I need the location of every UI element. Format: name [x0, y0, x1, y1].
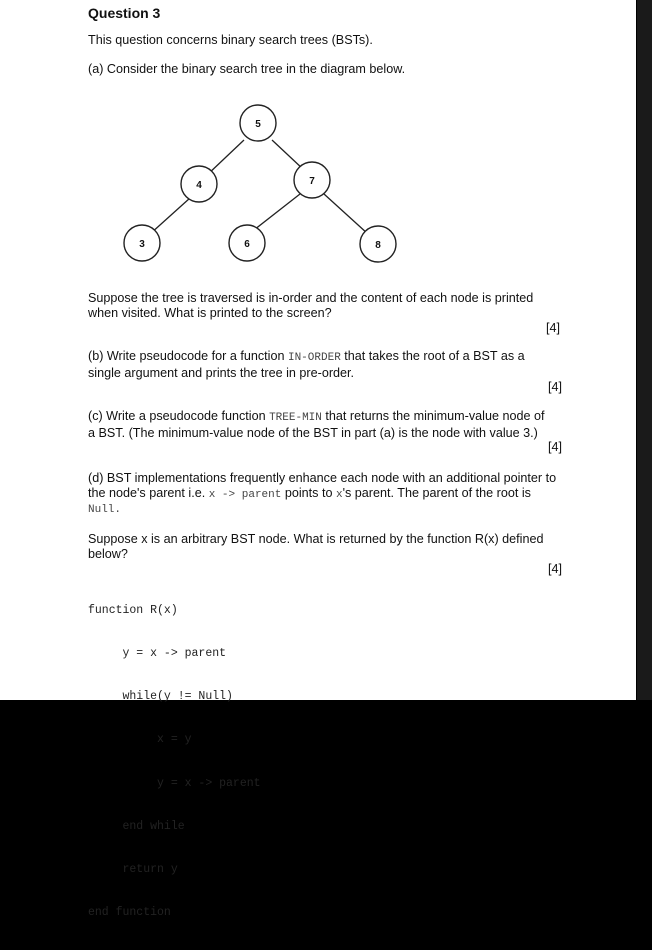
part-d-text [88, 471, 568, 518]
part-d-suppose-line1: Suppose x is an arbitrary BST node. What is returned by the function R(x) defined [88, 532, 544, 546]
code-line: end function [88, 906, 171, 920]
node-label-7: 7 [309, 176, 315, 187]
node-label-5: 5 [255, 119, 261, 130]
function-r-code [88, 575, 261, 950]
part-c-text [88, 409, 568, 441]
part-c-marks: [4] [548, 440, 563, 454]
code-line: x = y [88, 733, 192, 747]
intro-text: This question concerns binary search trees (BSTs). [88, 33, 373, 47]
edge-7-8 [324, 194, 368, 234]
code-line: y = x -> parent [88, 647, 227, 661]
part-d-text-a: the node's parent i.e. [88, 486, 209, 500]
part-d-line1: (d) BST implementations frequently enhance each node with an additional pointer to [88, 471, 557, 485]
code-line: end while [88, 819, 185, 833]
part-a-prompt: (a) Consider the binary search tree in the diagram below. [88, 62, 406, 76]
node-label-4: 4 [196, 180, 202, 191]
window-edge [637, 0, 652, 700]
part-d-line2 [88, 486, 568, 503]
node-label-6: 6 [244, 239, 250, 250]
part-d-text-c: 's parent. The parent of the root is [342, 486, 531, 500]
part-b-line1 [88, 349, 558, 366]
part-c-line1 [88, 409, 568, 426]
part-a-marks: [4] [546, 321, 561, 335]
part-b-code-in-order: IN-ORDER [287, 352, 341, 364]
code-line: y = x -> parent [88, 776, 261, 790]
edge-4-3 [150, 198, 190, 234]
question-title: Question 3 [88, 5, 161, 21]
part-b-line2: single argument and prints the tree in pre-order. [88, 366, 355, 380]
bst-diagram [110, 100, 410, 270]
part-a-question-line2: when visited. What is printed to the screen? [88, 306, 332, 320]
part-d-code-x: x [335, 489, 343, 501]
part-d-suppose [88, 532, 568, 562]
part-b-marks: [4] [548, 380, 563, 394]
part-d-line3: Null. [88, 504, 122, 516]
part-c-line2: a BST. (The minimum-value node of the BST in part (a) is the node with value 3.) [88, 426, 538, 440]
part-c-text-a: (c) Write a pseudocode function [88, 409, 270, 423]
node-label-8: 8 [375, 240, 381, 251]
code-line: return y [88, 863, 178, 877]
edge-7-6 [254, 194, 300, 230]
edge-5-7 [272, 140, 304, 170]
part-d-marks: [4] [548, 562, 563, 576]
part-b-text-b: that takes the root of a BST as a [340, 349, 525, 363]
code-line: function R(x) [88, 603, 178, 617]
part-c-text-b: that returns the minimum-value node of [321, 409, 545, 423]
node-label-3: 3 [139, 239, 145, 250]
part-a-question-line1: Suppose the tree is traversed is in-order and the content of each node is printed [88, 291, 534, 305]
code-line: while(y != Null) [88, 690, 233, 704]
part-c-code-tree-min: TREE-MIN [269, 412, 322, 424]
part-d-suppose-line2: below? [88, 547, 128, 561]
part-b-text [88, 349, 558, 381]
part-b-text-a: (b) Write pseudocode for a function [88, 349, 288, 363]
part-a-question [88, 291, 558, 321]
part-d-text-b: points to [281, 486, 336, 500]
part-d-code-parent: x -> parent [208, 489, 282, 501]
